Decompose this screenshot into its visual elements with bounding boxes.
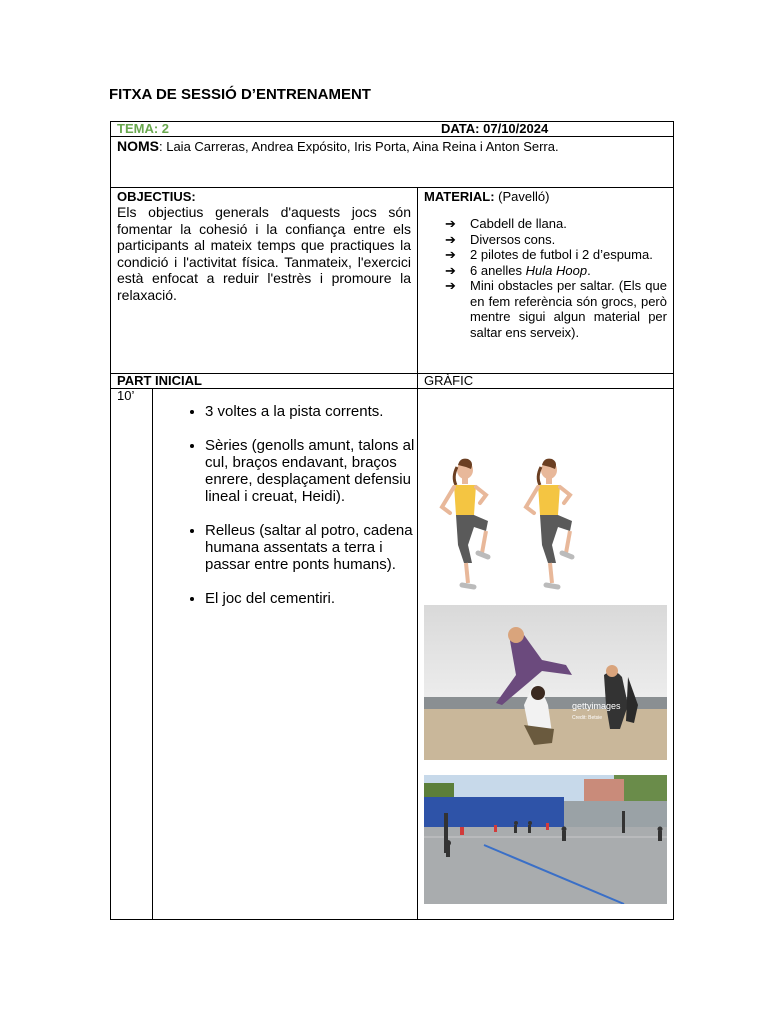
arrow-right-icon: ➔	[445, 216, 456, 231]
court-photo	[424, 775, 667, 904]
objectives-text: Els objectius generals d'aquests jocs són fomentar la cohesió i la confiança entre els participants al mateix temps que practiques la condició i l'activitat física. Tanmateix, l'exercici està enfocat a reduir l'estrès i promoure la relaxació.	[117, 204, 411, 303]
page-title: FITXA DE SESSIÓ D’ENTRENAMENT	[109, 86, 371, 103]
objectives-cell	[111, 188, 418, 374]
list-item: ➔ Cabdell de llana.	[445, 216, 567, 231]
part-inicial-label: PART INICIAL	[111, 374, 418, 389]
material-location: (Pavelló)	[494, 189, 550, 204]
list-item: ➔ Mini obstacles per saltar. (Els que en fem referència són grocs, però mentre sigui algun material per saltar ens serveix).	[445, 278, 667, 340]
leapfrog-photo	[424, 605, 667, 760]
knee-lift-illustration	[430, 455, 610, 605]
arrow-right-icon: ➔	[445, 262, 456, 278]
graphics-cell	[418, 389, 674, 920]
objectives-label: OBJECTIUS:	[117, 189, 196, 204]
photo-credit: Credit: Betsie	[572, 715, 603, 721]
list-item: • Sèries (genolls amunt, talons al cul, braços endavant, braços enrere, desplaçament defensiu lineal i creuat, Heidi).	[205, 437, 417, 505]
names-value: : Laia Carreras, Andrea Expósito, Iris Porta, Aina Reina i Anton Serra.	[159, 139, 559, 154]
names-cell	[111, 137, 674, 188]
tema-label: TEMA: 2	[117, 121, 169, 136]
session-sheet	[110, 121, 674, 920]
list-item: • Relleus (saltar al potro, cadena humana assentats a terra i passar entre ponts humans).	[205, 522, 417, 573]
time-label: 10’	[111, 389, 153, 919]
arrow-right-icon: ➔	[445, 247, 456, 262]
names-label: NOMS	[117, 138, 159, 154]
activities-list	[153, 403, 417, 607]
arrow-right-icon: ➔	[445, 278, 456, 293]
arrow-right-icon: ➔	[445, 231, 456, 247]
material-label: MATERIAL:	[424, 189, 495, 204]
grafic-label: GRÀFIC	[418, 374, 674, 389]
watermark-text: gettyimages	[572, 701, 621, 711]
activities-list-cell	[153, 389, 418, 919]
material-cell	[418, 188, 674, 374]
header-row	[111, 122, 674, 137]
activities-cell	[111, 389, 418, 920]
date-label: DATA: 07/10/2024	[441, 121, 549, 136]
list-item: ➔ Diversos cons.	[445, 231, 556, 247]
material-list	[424, 216, 667, 340]
hula-hoop-text: Hula Hoop	[525, 262, 588, 278]
list-item: ➔ 6 anelles Hula Hoop.	[445, 262, 591, 278]
list-item: • 3 voltes a la pista corrents.	[205, 403, 417, 420]
list-item: ➔ 2 pilotes de futbol i 2 d’espuma.	[445, 247, 653, 262]
list-item: • El joc del cementiri.	[205, 590, 417, 607]
